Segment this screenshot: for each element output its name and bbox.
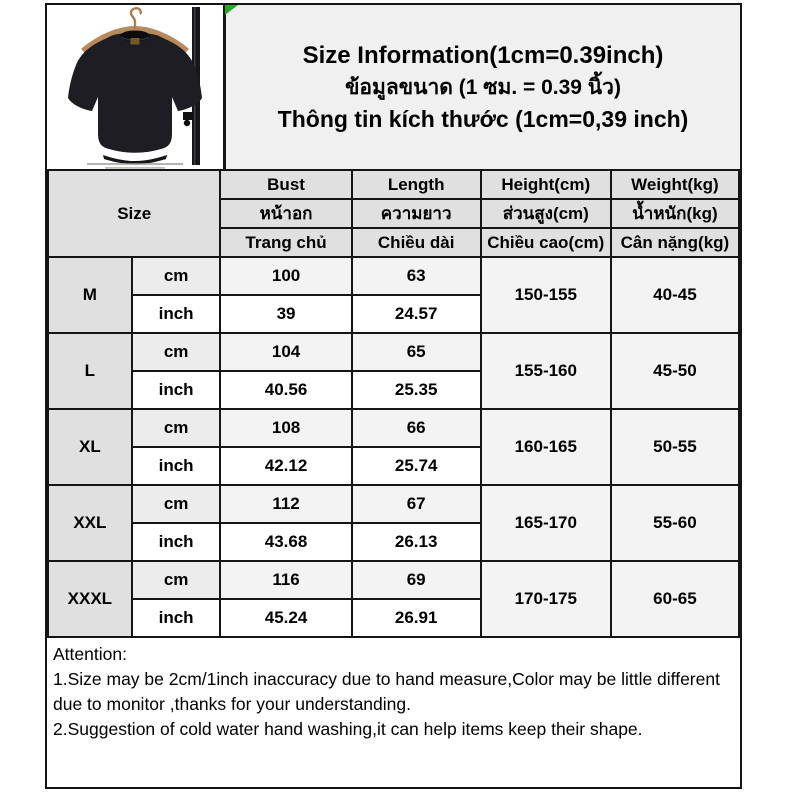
table-row-xxxl [48,561,739,599]
size-cell: XL [48,409,132,485]
length-cm-value: 67 [352,485,481,523]
bust-cm-value: 108 [220,409,351,447]
bust-inch-value: 43.68 [220,523,351,561]
size-cell: M [48,257,132,333]
col-header-length-vi: Chiều dài [352,228,481,257]
bust-inch-value: 45.24 [220,599,351,637]
height-value: 165-170 [481,485,611,561]
green-corner-marker-icon [225,5,238,15]
length-inch-value: 25.74 [352,447,481,485]
unit-inch-label: inch [132,447,221,485]
height-value: 170-175 [481,561,611,637]
col-header-bust-vi: Trang chủ [220,228,351,257]
title-thai: ข้อมูลขนาด (1 ซม. = 0.39 นิ้ว) [345,75,621,99]
col-header-weight-vi: Cân nặng(kg) [611,228,739,257]
bust-cm-value: 116 [220,561,351,599]
bust-cm-value: 112 [220,485,351,523]
col-header-length-th: ความยาว [352,199,481,228]
size-table [47,169,740,638]
weight-value: 50-55 [611,409,739,485]
title-box [223,5,740,169]
unit-cm-label: cm [132,561,221,599]
bust-cm-value: 104 [220,333,351,371]
unit-inch-label: inch [132,599,221,637]
col-header-height-th: ส่วนสูง(cm) [481,199,611,228]
length-cm-value: 69 [352,561,481,599]
size-cell: L [48,333,132,409]
attention-line: 2.Suggestion of cold water hand washing,it can help items keep their shape. [53,719,643,739]
product-photo [47,5,223,169]
length-inch-value: 26.13 [352,523,481,561]
table-row-xl [48,409,739,447]
photo-caption-lines [87,163,183,169]
unit-cm-label: cm [132,409,221,447]
unit-inch-label: inch [132,295,221,333]
table-row-xxl [48,485,739,523]
length-inch-value: 24.57 [352,295,481,333]
height-value: 155-160 [481,333,611,409]
top-row [47,5,740,169]
table-row-l [48,333,739,371]
height-value: 160-165 [481,409,611,485]
attention-line: due to monitor ,thanks for your understanding. [53,694,411,714]
bust-inch-value: 42.12 [220,447,351,485]
bust-cm-value: 100 [220,257,351,295]
size-chart-sheet [45,3,742,789]
unit-cm-label: cm [132,333,221,371]
col-header-weight-th: น้ำหนัก(kg) [611,199,739,228]
weight-value: 45-50 [611,333,739,409]
bust-inch-value: 39 [220,295,351,333]
col-header-height-vi: Chiều cao(cm) [481,228,611,257]
weight-value: 60-65 [611,561,739,637]
attention-heading: Attention: [53,644,127,664]
col-header-bust-th: หน้าอก [220,199,351,228]
title-english: Size Information(1cm=0.39inch) [302,41,664,69]
col-header-height-en: Height(cm) [481,170,611,199]
unit-inch-label: inch [132,371,221,409]
unit-inch-label: inch [132,523,221,561]
tshirt-photo-graphic [47,5,223,169]
size-cell: XXXL [48,561,132,637]
length-cm-value: 63 [352,257,481,295]
unit-cm-label: cm [132,485,221,523]
unit-cm-label: cm [132,257,221,295]
height-value: 150-155 [481,257,611,333]
title-vietnamese: Thông tin kích thước (1cm=0,39 inch) [277,105,689,132]
col-header-length-en: Length [352,170,481,199]
col-header-weight-en: Weight(kg) [611,170,739,199]
col-header-bust-en: Bust [220,170,351,199]
length-cm-value: 66 [352,409,481,447]
length-cm-value: 65 [352,333,481,371]
length-inch-value: 26.91 [352,599,481,637]
weight-value: 40-45 [611,257,739,333]
length-inch-value: 25.35 [352,371,481,409]
tshirt-icon [68,31,202,165]
attention-section [47,638,740,787]
table-row-m [48,257,739,295]
size-cell: XXL [48,485,132,561]
weight-value: 55-60 [611,485,739,561]
size-header-cell: Size [48,170,220,257]
bust-inch-value: 40.56 [220,371,351,409]
attention-line: 1.Size may be 2cm/1inch inaccuracy due to hand measure,Color may be little different [53,669,720,689]
